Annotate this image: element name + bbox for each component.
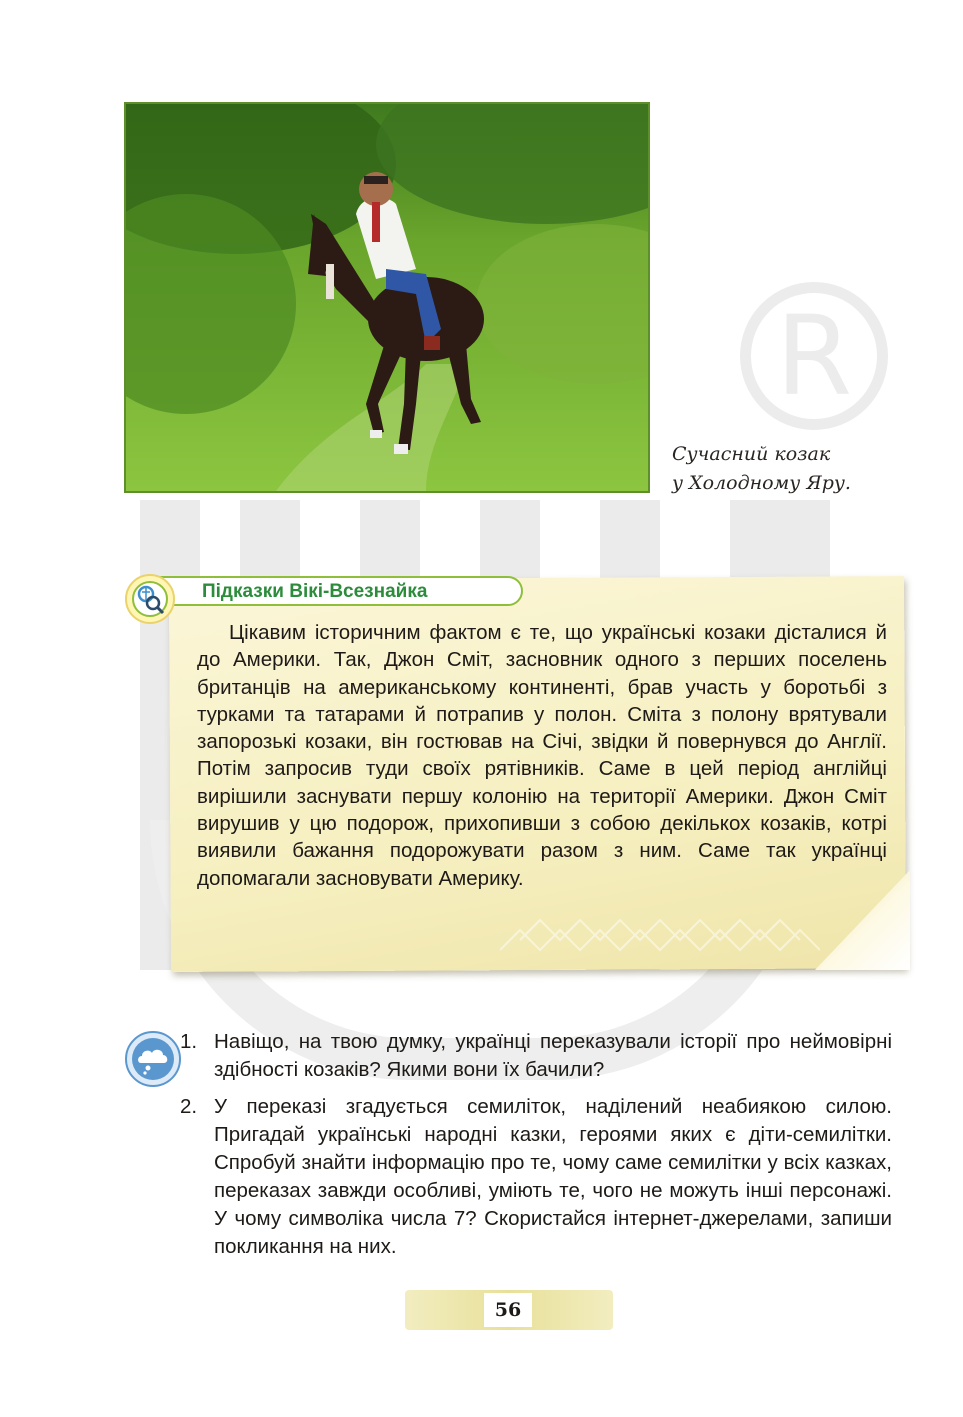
question-number: 2. [180,1095,198,1118]
ornament-pattern [500,900,820,955]
hint-text: Цікавим історичним фактом є те, що українські козаки дісталися й до Америки. Так, Джон Сміт, засновник одного з перших поселень британців на американському континенті, брав участь у боротьбі з турками та татарами й потрапив у полон. Сміта з полону врятували запорозькі козаки, він гостював на Січі, звідки й повернувся до Англії. Потім запросив туди своїх рятівників. Саме в цей період англійці вирішили заснувати першу колонію на території Америки. Джон Сміт вирушив у цю подорож, прихопивши з собою декількох козаків, котрі виявили бажання подорожувати разом з ним. Саме так українці допомагали засновувати Америку. [197,621,887,890]
magnifier-globe-icon [124,573,176,625]
page-number: 56 [484,1293,532,1327]
question-text: У переказі згадується семиліток, наділений неабиякою силою. Пригадай українські народні казки, героями яких є діти-семилітки. Спробуй знайти інформацію про те, чому саме семилітки у всіх казках, переказах завжди особливі, уміють те, чого не можуть інші персонажі. У чому символіка числа 7? Скористайся інтернет-джерелами, запиши покликання на них. [214,1095,892,1258]
hint-title: Підказки Вікі-Всезнайка [202,581,428,602]
horse-rider-illustration [126,104,648,491]
thinking-cloud-icon [124,1030,182,1088]
caption-line-1: Сучасний козак [672,443,831,465]
caption-line-2: у Холодному Яру. [672,472,851,494]
question-text: Навіщо, на твою думку, українці переказували історії про неймовірні здібності козаків? Якими вони їх бачили? [214,1030,892,1081]
photo-caption [672,440,902,498]
question-item [180,1028,892,1084]
question-number: 1. [180,1030,198,1053]
question-item [180,1093,892,1261]
question-list [180,1028,892,1270]
cossack-photo [124,102,650,493]
